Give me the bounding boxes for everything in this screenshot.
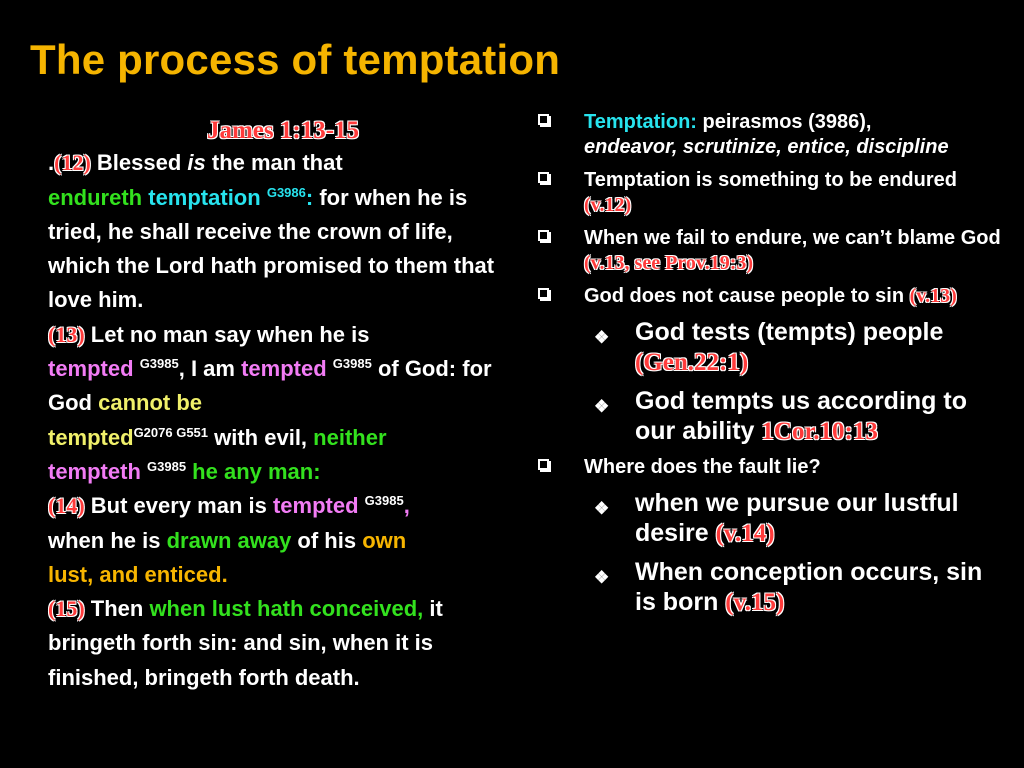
subnote-text: God tempts us according to our ability xyxy=(635,387,967,445)
note-reference: (v.13) xyxy=(909,285,957,307)
verse-text: Then xyxy=(84,596,150,622)
highlight-temptation: temptation xyxy=(148,184,261,210)
highlight-neither: neither xyxy=(313,424,387,450)
verse-text: the man that xyxy=(205,150,343,176)
note-text: When we fail to endure, we can’t blame God xyxy=(584,227,1001,249)
note-god-not-cause xyxy=(536,284,1006,309)
highlight-own: own xyxy=(362,527,407,553)
square-bullet-icon xyxy=(538,459,549,470)
verse-text: for when he is tried, he shall receive the crown of life, which the Lord hath promised to them that love him. xyxy=(48,184,495,313)
subnote-reference: (v.15) xyxy=(725,589,785,616)
passage-heading: James 1:13-15 xyxy=(206,117,360,144)
subnote-text: God tests (tempts) people xyxy=(635,318,944,346)
subnote-reference: (Gen.22:1) xyxy=(635,349,749,376)
strongs-number: G3985 xyxy=(139,356,179,372)
verse-number-14: (14) xyxy=(48,493,85,519)
scripture-passage xyxy=(48,114,498,695)
verse-number-12: (12) xyxy=(54,150,91,176)
subnote-lustful-desire xyxy=(536,488,1006,549)
highlight-lust: lust, and enticed. xyxy=(48,561,228,587)
highlight-tempted: tempted xyxy=(241,356,327,382)
diamond-bullet-icon: ❖ xyxy=(594,568,610,587)
highlight-tempted: tempted xyxy=(48,356,134,382)
verse-text: : xyxy=(305,184,314,210)
verse-number-15: (15) xyxy=(48,596,85,622)
strongs-number: G3985 xyxy=(147,458,187,474)
slide-title: The process of temptation xyxy=(30,36,561,83)
verse-14 xyxy=(48,489,498,592)
note-label: Temptation: xyxy=(584,111,697,133)
strongs-number: G2076 G551 xyxy=(133,424,209,440)
highlight-cannot-be: cannot be xyxy=(98,390,203,416)
verse-text: , I am xyxy=(178,356,242,382)
subnote-text: when we pursue our lustful desire xyxy=(635,489,959,547)
subnote-text: When conception occurs, sin is born xyxy=(635,558,983,616)
verse-text: But every man is xyxy=(84,493,273,519)
highlight-conceived: when lust hath conceived, xyxy=(149,596,424,622)
subnote-conception xyxy=(536,557,1006,618)
highlight-tempted: tempted xyxy=(272,493,359,519)
verse-number-13: (13) xyxy=(48,321,85,347)
note-text: God does not cause people to sin xyxy=(584,285,910,307)
highlight-drawn-away: drawn away xyxy=(166,527,292,553)
verse-text: Blessed xyxy=(90,150,188,176)
subnote-god-tests xyxy=(536,317,1006,378)
note-reference: (v.12) xyxy=(584,194,632,216)
verse-text: is xyxy=(187,150,206,176)
note-text: peirasmos (3986), xyxy=(696,111,872,133)
verse-text: of his xyxy=(291,527,363,553)
diamond-bullet-icon: ❖ xyxy=(594,397,610,416)
highlight-tempted: tempted xyxy=(48,424,134,450)
diamond-bullet-icon: ❖ xyxy=(594,328,610,347)
note-text: Temptation is something to be endured xyxy=(584,169,957,191)
verse-text: when he is xyxy=(48,527,167,553)
verse-text: it bringeth forth sin: and sin, when it is finished, bringeth forth death. xyxy=(48,596,443,690)
strongs-number: G3986 xyxy=(266,184,306,200)
note-definition: endeavor, scrutinize, entice, discipline xyxy=(584,136,949,158)
verse-15 xyxy=(48,592,498,695)
verse-text: of God: for God xyxy=(48,356,492,416)
square-bullet-icon xyxy=(538,172,549,183)
highlight-endureth: endureth xyxy=(48,184,143,210)
square-bullet-icon xyxy=(538,288,549,299)
verse-lead: . xyxy=(48,150,55,176)
highlight-any-man: he any man: xyxy=(186,458,321,484)
diamond-bullet-icon: ❖ xyxy=(594,499,610,518)
verse-13 xyxy=(48,318,498,489)
notes-list xyxy=(536,110,1006,626)
strongs-number: G3985 xyxy=(332,356,372,372)
note-blame-god xyxy=(536,226,1006,276)
note-reference: (v.13, see Prov.19:3) xyxy=(584,252,754,274)
note-fault xyxy=(536,455,1006,480)
note-temptation-definition xyxy=(536,110,1006,160)
verse-text: , xyxy=(403,493,410,519)
subnote-reference: (v.14) xyxy=(715,520,775,547)
highlight-tempteth: tempteth xyxy=(48,458,141,484)
square-bullet-icon xyxy=(538,114,549,125)
note-text: Where does the fault lie? xyxy=(584,456,821,478)
verse-text: with evil, xyxy=(208,424,314,450)
subnote-ability xyxy=(536,386,1006,447)
verse-12 xyxy=(48,146,498,317)
subnote-reference: 1Cor.10:13 xyxy=(761,418,878,445)
note-endured xyxy=(536,168,1006,218)
verse-text: Let no man say when he is xyxy=(84,321,370,347)
strongs-number: G3985 xyxy=(364,493,404,509)
square-bullet-icon xyxy=(538,230,549,241)
